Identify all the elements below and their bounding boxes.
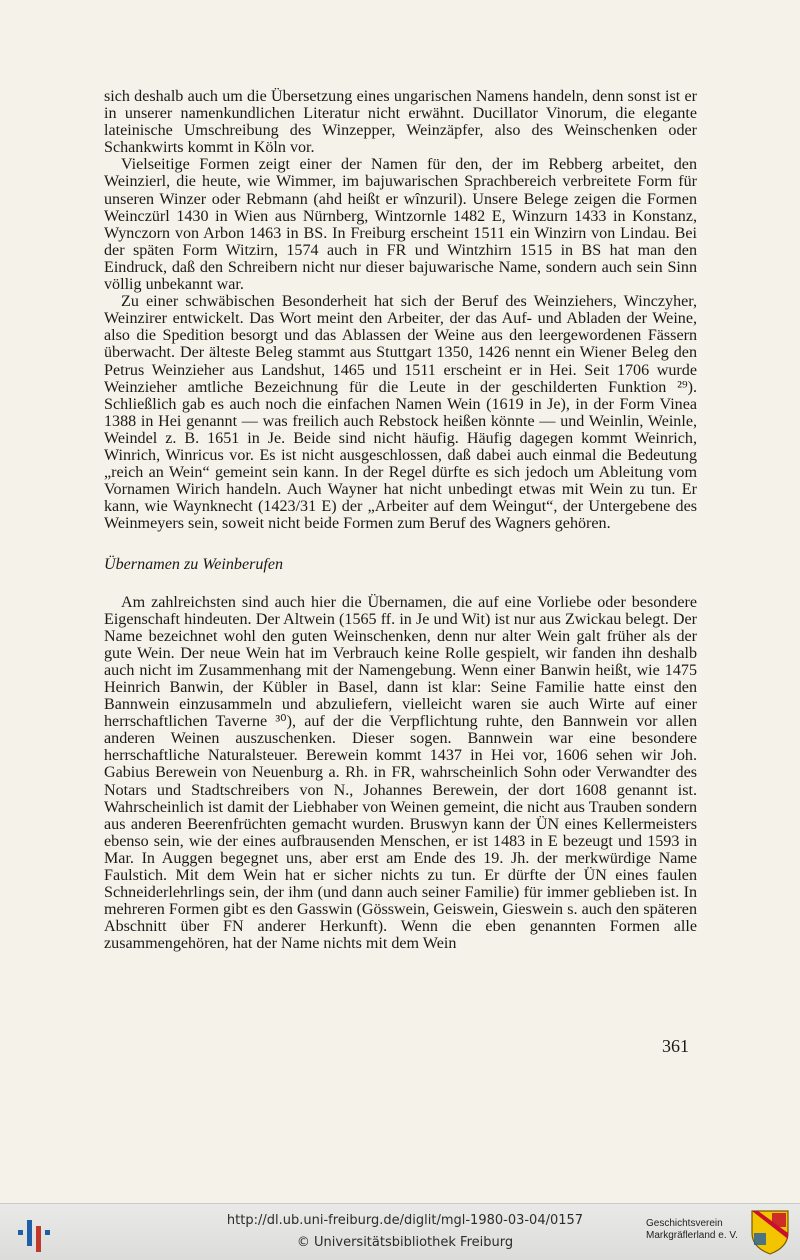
society-crest-icon[interactable] — [750, 1209, 790, 1255]
society-line-2: Markgräflerland e. V. — [646, 1230, 738, 1241]
copyright-notice: © Universitätsbibliothek Freiburg — [296, 1235, 514, 1250]
section-heading: Übernamen zu Weinberufen — [104, 556, 284, 574]
society-line-1: Geschichtsverein — [646, 1218, 723, 1229]
paragraph-3: Zu einer schwäbischen Besonderheit hat sich der Beruf des Weinziehers, Winczyher, Weinzirer entwickelt. Das Wort meint den Arbeiter, der das Auf- und Abladen der Weine, also die Spedition besorgt und das Ablassen der Weine aus den leergewordenen Fässern überwacht. Der älteste Beleg stammt aus Stuttgart 1350, 1426 nennt ein Wiener Beleg den Petrus Weinzieher aus Landshut, 1465 und 1511 erscheint er in Hei. Seit 1706 wurde Weinzieher amtliche Bezeichnung für die Leute in der geschilderten Funktion ²⁹). Schließlich gab es auch noch die einfachen Namen Wein (1619 in Je), in der Form Vinea 1388 in Hei genannt — was freilich auch Rebstock heißen könnte — und Weinlin, Weinle, Weindel z. B. 1651 in Je. Beide sind nicht häufig. Häufig dagegen kommt Weinrich, Winrich, Winricus vor. Es ist nicht ausgeschlossen, daß dabei auch einmal die Bedeutung „reich an Wein“ gemeint sein kann. In der Regel dürfte es sich jedoch um Ableitung vom Vornamen Wirich handeln. Auch Wayner hat nicht unbedingt etwas mit Wein zu tun. Er kann, wie Waynknecht (1423/31 E) der „Arbeiter auf dem Weingut“, der Untergebene des Weinmeyers sein, soweit nicht beide Formen zum Beruf des Wagners gehören. — [104, 293, 697, 533]
paragraph-4: Am zahlreichsten sind auch hier die Übernamen, die auf eine Vorliebe oder besondere Eigenschaft hindeuten. Der Altwein (1565 ff. in Je und Wit) ist nur aus Zwickau belegt. Der Name bezeichnet wohl den guten Weinschenken, denn nur alter Wein galt früher als der gute Wein. Der neue Wein hat im Verbrauch keine Rolle gespielt, wir fanden ihn deshalb auch nicht im Zusammenhang mit der Namengebung. Wenn einer Banwin heißt, wie 1475 Heinrich Banwin, der Kübler in Basel, dann ist klar: Seine Familie hatte einst den Bannwein einzusammeln und abzuliefern, vielleicht waren sie auch Wirte auf einer herrschaftlichen Taverne ³⁰), auf der die Verpflichtung ruhte, den Bannwein vor allen anderen Weinen auszuschenken. Dieser sogen. Bannwein war eine besondere herrschaftliche Naturalsteuer. Berewein kommt 1437 in Hei vor, 1606 sehen wir Joh. Gabius Berewein von Neuenburg a. Rh. in FR, wahrscheinlich Sohn oder Verwandter des Notars und Stadtschreibers von N., Johannes Berewein, der dort 1608 genannt ist. Wahrscheinlich ist damit der Liebhaber von Weinen gemeint, die nicht aus Trauben sondern aus anderen Beerenfrüchten gemacht wurden. Bruswyn kann der ÜN eines Kellermeisters ebenso sein, wie der eines aufbrausenden Menschen, er ist 1483 in E bezeugt und 1593 in Mar. In Auggen begegnet uns, aber erst am Ende des 19. Jh. der merkwürdige Name Faulstich. Mit dem Wein hat er sicher nichts zu tun. Er dürfte der ÜN eines faulen Schneiderlehrlings sein, der ihm (und dann auch seiner Familie) für immer geblieben ist. In mehreren Formen gibt es den Gasswin (Gösswein, Geiswein, Gieswein s. auch den späteren Abschnitt über FN anderer Herkunft). Wenn die eben genannten Formen alle zusammengehören, hat der Name nichts mit dem Wein — [104, 593, 697, 953]
society-name — [646, 1218, 746, 1242]
paragraph-2: Vielseitige Formen zeigt einer der Namen für den, der im Rebberg arbeitet, den Weinzierl, die heute, wie Wimmer, im bajuwarischen Sprachbereich verbreitete Form für unseren Winzer oder Rebmann (ahd heißt er wînzuril). Unsere Belege zeigen die Formen Weinczürl 1430 in Wien aus Nürnberg, Wintzornle 1482 E, Winzurn 1433 in Konstanz, Wynczorn von Arbon 1463 in BS. In Freiburg erscheint 1511 ein Winzirn von Lindau. Bei der späten Form Witzirn, 1574 auch in FR und Wintzhirn 1515 in BS hat man den Eindruck, daß den Schreibern nicht nur dieser bajuwarische Name, sondern auch sein Sinn völlig unbekannt war. — [104, 156, 697, 294]
paragraph-1: sich deshalb auch um die Übersetzung eines ungarischen Namens handeln, denn sonst ist er in unserer namenkundlichen Literatur nicht erwähnt. Ducillator Vinorum, die elegante lateinische Umschreibung des Winzepper, Weinzäpfer, also des Weinschenken oder Schankwirts kommt in Köln vor. — [104, 88, 697, 157]
viewer-footer — [0, 1203, 800, 1260]
page-body — [104, 88, 697, 953]
page-number: 361 — [662, 1036, 689, 1056]
document-url[interactable]: http://dl.ub.uni-freiburg.de/diglit/mgl-1980-03-04/0157 — [226, 1213, 584, 1228]
